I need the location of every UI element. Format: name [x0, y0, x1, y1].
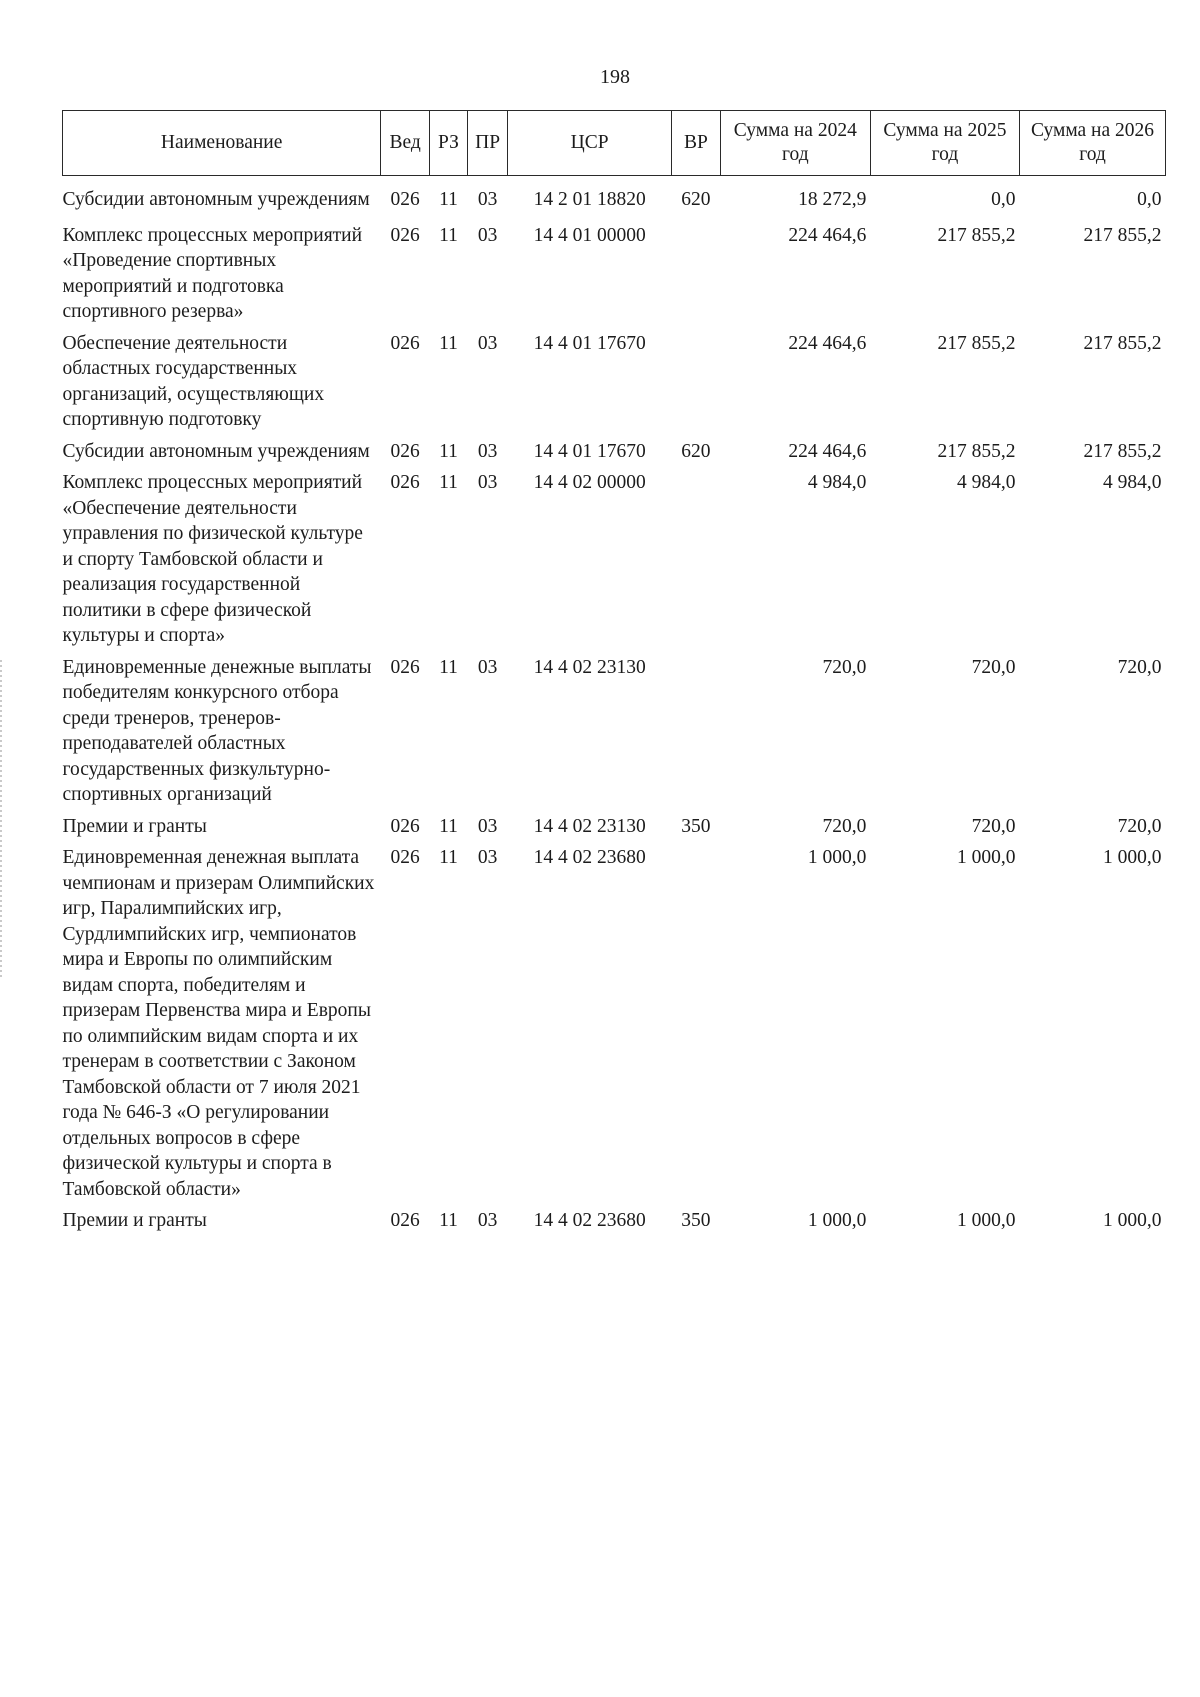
cell-sum-2025: 217 855,2 — [937, 440, 1016, 462]
cell-rz: 11 — [439, 815, 458, 837]
table-body — [63, 176, 1166, 1234]
cell-rz: 11 — [439, 1210, 458, 1231]
header-sum-2025: Сумма на 2025 год — [870, 111, 1019, 176]
cell-name: Премии и гранты — [62, 1210, 207, 1231]
cell-sum-2025: 0,0 — [991, 189, 1016, 210]
cell-sum-2024: 224 464,6 — [788, 224, 867, 246]
cell-name: Субсидии автономным учреждениям — [62, 189, 370, 210]
cell-csr: 14 4 01 17670 — [533, 332, 646, 354]
header-sum-2024: Сумма на 2024 год — [720, 111, 870, 176]
cell-csr: 14 4 02 00000 — [533, 472, 646, 493]
cell-csr: 14 4 02 23680 — [533, 847, 646, 868]
cell-sum-2024: 720,0 — [822, 815, 867, 837]
cell-pr: 03 — [477, 189, 498, 210]
header-rz: РЗ — [429, 111, 467, 176]
table-row — [63, 464, 1166, 649]
cell-ved: 026 — [390, 440, 420, 462]
cell-csr: 14 4 02 23130 — [533, 815, 646, 837]
cell-name: Комплекс процессных мероприятий «Проведение спортивных мероприятий и подготовка спортивного резерва» — [62, 224, 363, 322]
cell-pr: 03 — [477, 847, 498, 868]
cell-ved: 026 — [390, 332, 420, 354]
table-header — [63, 111, 1166, 176]
cell-vr — [672, 839, 721, 1202]
cell-csr: 14 2 01 18820 — [533, 189, 646, 210]
table-row — [63, 176, 1166, 217]
cell-rz: 11 — [439, 472, 458, 493]
header-row — [63, 111, 1166, 176]
cell-pr: 03 — [477, 472, 498, 493]
cell-pr: 03 — [477, 1210, 498, 1231]
header-sum-2026: Сумма на 2026 год — [1020, 111, 1166, 176]
scan-edge-mark — [0, 660, 2, 980]
header-csr: ЦСР — [508, 111, 672, 176]
cell-name: Единовременные денежные выплаты победителям конкурсного отбора среди тренеров, тренеров-преподавателей областных государственных физкультурно-спортивных организаций — [62, 656, 372, 805]
header-pr: ПР — [468, 111, 508, 176]
cell-vr: 350 — [681, 815, 711, 837]
cell-sum-2024: 1 000,0 — [807, 847, 867, 868]
cell-sum-2024: 4 984,0 — [807, 472, 867, 493]
cell-vr: 620 — [681, 440, 711, 462]
cell-rz: 11 — [439, 332, 458, 354]
cell-rz: 11 — [439, 847, 458, 868]
cell-sum-2025: 217 855,2 — [937, 332, 1016, 354]
table-row — [63, 325, 1166, 433]
table-row — [63, 808, 1166, 840]
cell-rz: 11 — [439, 656, 458, 678]
table-row — [63, 217, 1166, 325]
cell-pr: 03 — [477, 440, 498, 462]
cell-ved: 026 — [390, 815, 420, 837]
cell-pr: 03 — [477, 224, 498, 246]
header-ved: Вед — [381, 111, 430, 176]
cell-sum-2026: 217 855,2 — [1083, 332, 1162, 354]
cell-ved: 026 — [390, 656, 420, 678]
table-row — [63, 1202, 1166, 1234]
table-row — [63, 839, 1166, 1202]
cell-sum-2025: 720,0 — [971, 815, 1016, 837]
cell-vr: 620 — [681, 189, 711, 210]
table-row — [63, 649, 1166, 808]
cell-sum-2024: 224 464,6 — [788, 440, 867, 462]
cell-sum-2024: 1 000,0 — [807, 1210, 867, 1231]
cell-sum-2026: 217 855,2 — [1083, 224, 1162, 246]
table-row — [63, 433, 1166, 465]
cell-csr: 14 4 02 23680 — [533, 1210, 646, 1231]
header-vr: ВР — [672, 111, 721, 176]
cell-vr — [672, 649, 721, 808]
page-number: 198 — [600, 66, 630, 88]
cell-sum-2025: 1 000,0 — [957, 1210, 1016, 1231]
cell-pr: 03 — [477, 815, 498, 837]
cell-rz: 11 — [439, 224, 458, 246]
cell-ved: 026 — [390, 472, 420, 493]
cell-ved: 026 — [390, 189, 420, 210]
cell-pr: 03 — [477, 332, 498, 354]
cell-name: Субсидии автономным учреждениям — [62, 440, 370, 462]
cell-sum-2025: 1 000,0 — [957, 847, 1016, 868]
cell-sum-2026: 0,0 — [1137, 189, 1162, 210]
cell-name: Премии и гранты — [62, 815, 207, 837]
cell-csr: 14 4 01 00000 — [533, 224, 646, 246]
budget-table — [62, 110, 1166, 1234]
cell-name: Комплекс процессных мероприятий «Обеспечение деятельности управления по физической культуре и спорту Тамбовской области и реализация государственной политики в сфере физической культуры и спорта» — [62, 472, 363, 646]
cell-vr — [672, 325, 721, 433]
cell-ved: 026 — [390, 224, 420, 246]
cell-sum-2026: 720,0 — [1117, 815, 1162, 837]
cell-csr: 14 4 01 17670 — [533, 440, 646, 462]
cell-ved: 026 — [390, 1210, 420, 1231]
cell-vr: 350 — [681, 1210, 711, 1231]
cell-sum-2026: 217 855,2 — [1083, 440, 1162, 462]
cell-sum-2025: 720,0 — [971, 656, 1016, 678]
cell-rz: 11 — [439, 189, 458, 210]
cell-sum-2024: 224 464,6 — [788, 332, 867, 354]
cell-sum-2024: 720,0 — [822, 656, 867, 678]
cell-ved: 026 — [390, 847, 420, 868]
cell-csr: 14 4 02 23130 — [533, 656, 646, 678]
cell-sum-2025: 217 855,2 — [937, 224, 1016, 246]
cell-sum-2025: 4 984,0 — [957, 472, 1016, 493]
cell-sum-2026: 1 000,0 — [1103, 847, 1162, 868]
cell-sum-2024: 18 272,9 — [798, 189, 867, 210]
cell-sum-2026: 4 984,0 — [1103, 472, 1162, 493]
header-name: Наименование — [63, 111, 381, 176]
cell-pr: 03 — [477, 656, 498, 678]
cell-sum-2026: 720,0 — [1117, 656, 1162, 678]
cell-sum-2026: 1 000,0 — [1103, 1210, 1162, 1231]
cell-name: Единовременная денежная выплата чемпионам и призерам Олимпийских игр, Паралимпийских игр, Сурдлимпийских игр, чемпионатов мира и Европы по олимпийским видам спорта, победителям и призерам Первенства мира и Европы по олимпийским видам спорта и их тренерам в соответствии с Законом Тамбовской области от 7 июля 2021 года № 646-З «О регулировании отдельных вопросов в сфере физической культуры и спорта в Тамбовской области» — [62, 847, 375, 1200]
cell-name: Обеспечение деятельности областных государственных организаций, осуществляющих спортивную подготовку — [62, 332, 325, 430]
cell-vr — [672, 464, 721, 649]
cell-rz: 11 — [439, 440, 458, 462]
cell-vr — [672, 217, 721, 325]
